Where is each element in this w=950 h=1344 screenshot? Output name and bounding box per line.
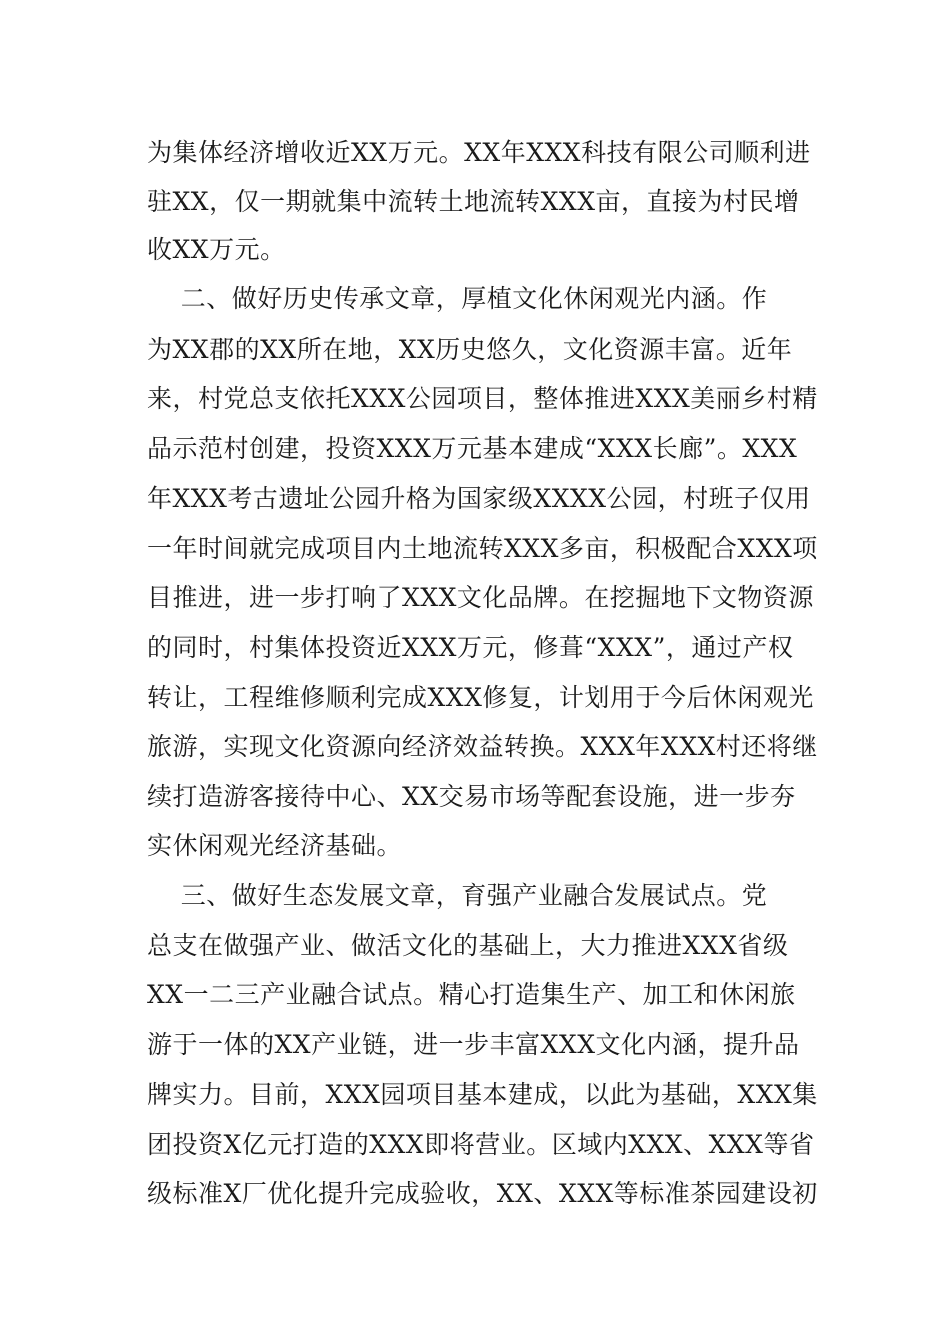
text-line: 实休闲观光经济基础。 [147,831,403,860]
text-line: 年XXX考古遗址公园升格为国家级XXXX公园，村班子仅用 [147,484,811,513]
text-line: 游于一体的XX产业链，进一步丰富XXX文化内涵，提升品 [147,1030,800,1059]
text-line: 目推进，进一步打响了XXX文化品牌。在挖掘地下文物资源 [147,583,814,612]
text-line: 旅游，实现文化资源向经济效益转换。XXX年XXX村还将继 [147,732,818,761]
text-line: 一年时间就完成项目内土地流转XXX多亩，积极配合XXX项 [147,534,818,563]
text-line: 级标准X厂优化提升完成验收，XX、XXX等标准茶园建设初 [147,1179,818,1208]
text-line: 的同时，村集体投资近XXX万元，修葺“XXX”，通过产权 [147,633,794,662]
text-line: 为XX郡的XX所在地，XX历史悠久，文化资源丰富。近年 [147,335,793,364]
text-line: 三、做好生态发展文章，育强产业融合发展试点。党 [147,881,768,910]
text-line: 转让，工程维修顺利完成XXX修复，计划用于今后休闲观光 [147,683,814,712]
text-line: XX一二三产业融合试点。精心打造集生产、加工和休闲旅 [147,980,796,1009]
text-line: 续打造游客接待中心、XX交易市场等配套设施，进一步夯 [147,782,796,811]
text-line: 为集体经济增收近XX万元。XX年XXX科技有限公司顺利进 [147,138,811,167]
text-line: 牌实力。目前，XXX园项目基本建成，以此为基础，XXX集 [147,1080,818,1109]
text-line: 二、做好历史传承文章，厚植文化休闲观光内涵。作 [147,284,768,313]
text-line: 来，村党总支依托XXX公园项目，整体推进XXX美丽乡村精 [147,384,818,413]
text-line: 收XX万元。 [147,235,286,264]
text-line: 驻XX，仅一期就集中流转土地流转XXX亩，直接为村民增 [147,187,800,216]
text-line: 总支在做强产业、做活文化的基础上，大力推进XXX省级 [147,931,789,960]
text-line: 团投资X亿元打造的XXX即将营业。区域内XXX、XXX等省 [147,1130,815,1159]
text-line: 品示范村创建，投资XXX万元基本建成“XXX长廊”。XXX [147,434,798,463]
